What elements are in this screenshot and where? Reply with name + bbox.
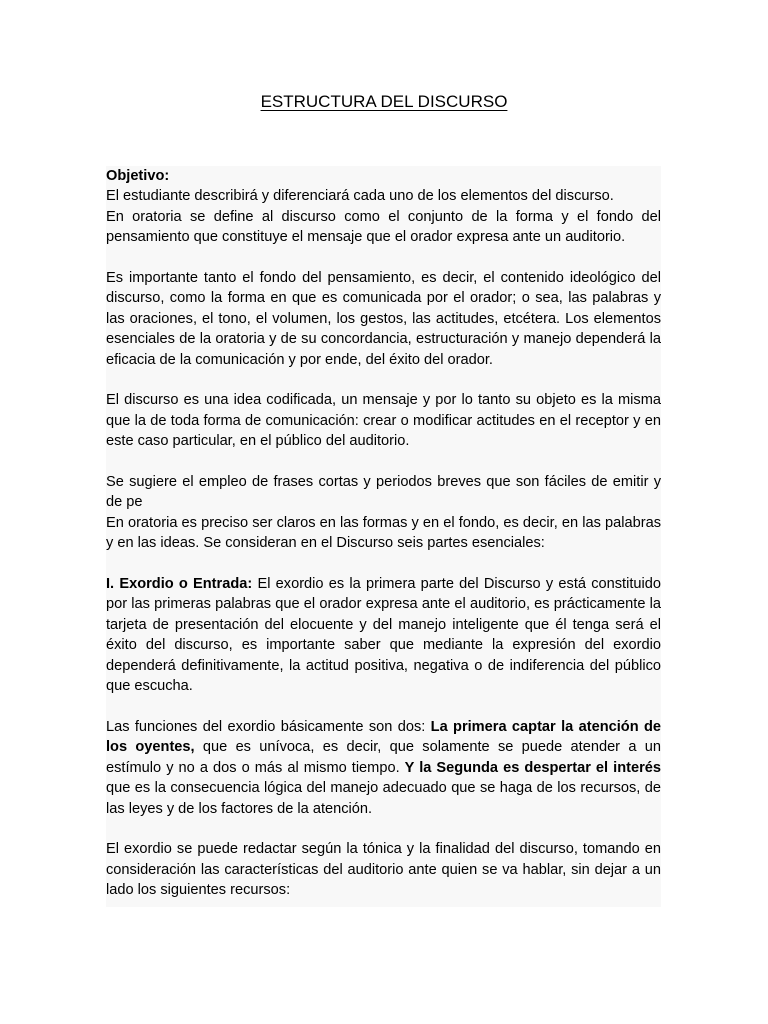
objective-heading: Objetivo:: [106, 168, 170, 184]
exordio-body: El exordio es la primera parte del Discurso y está constituido por las primeras palabras que el orador expresa ante el auditorio, es prácticamente la tarjeta de presentación del elocuente y del manejo inteligente que él tenga será el éxito del discurso, es importante saber que mediante la expresión del exordio dependerá definitivamente, la actitud positiva, negativa o de indiferencia del público que escucha.: [106, 576, 661, 695]
objective-text: El estudiante describirá y diferenciará cada uno de los elementos del discurso.: [106, 188, 614, 205]
paragraph-seis-partes: En oratoria es preciso ser claros en las formas y en el fondo, es decir, en las palabras y en las ideas. Se consideran en el Discurso seis partes esenciales:: [106, 514, 661, 552]
paragraph-frases-cortas: Se sugiere el empleo de frases cortas y periodos breves que son fáciles de emitir y de pe: [106, 474, 661, 511]
funciones-second: Y la Segunda es despertar el interés: [404, 759, 661, 776]
paragraph-redaccion: El exordio se puede redactar según la tónica y la finalidad del discurso, tomando en consideración las características del auditorio ante quien se va hablar, sin dejar a un lado los siguientes recursos:: [106, 841, 661, 899]
paragraph-fondo-forma: Es importante tanto el fondo del pensamiento, es decir, el contenido ideológico del discurso, como la forma en que es comunicada por el orador; o sea, las palabras y las oraciones, el tono, el volumen, los gestos, las actitudes, etcétera. Los elementos esenciales de la oratoria y de su concordancia, estructuración y manejo dependerá la eficacia de la comunicación y por ende, del éxito del orador.: [106, 270, 661, 368]
paragraph-definition: En oratoria se define al discurso como el conjunto de la forma y el fondo del pensamiento que constituye el mensaje que el orador expresa ante un auditorio.: [106, 208, 661, 246]
document-title: [0, 90, 768, 114]
paragraph-idea-codificada: El discurso es una idea codificada, un mensaje y por lo tanto su objeto es la misma que la de toda forma de comunicación: crear o modificar actitudes en el receptor y en este caso particular, en el público del auditorio.: [106, 392, 661, 450]
paragraph-exordio: [106, 574, 661, 696]
funciones-intro: Las funciones del exordio básicamente son dos:: [106, 718, 431, 735]
funciones-first: La primera captar la atención de los oyentes,: [106, 718, 661, 756]
funciones-mid: que es unívoca, es decir, que solamente se puede atender a un estímulo y no a dos o más al mismo tiempo.: [106, 739, 661, 776]
paragraph-funciones: [106, 717, 661, 819]
document-title-text: ESTRUCTURA DEL DISCURSO: [260, 92, 508, 111]
funciones-end: que es la consecuencia lógica del manejo adecuado que se haga de los recursos, de las leyes y de los factores de la atención.: [106, 780, 661, 817]
exordio-heading: I. Exordio o Entrada:: [106, 576, 253, 593]
document-body: [106, 166, 661, 907]
